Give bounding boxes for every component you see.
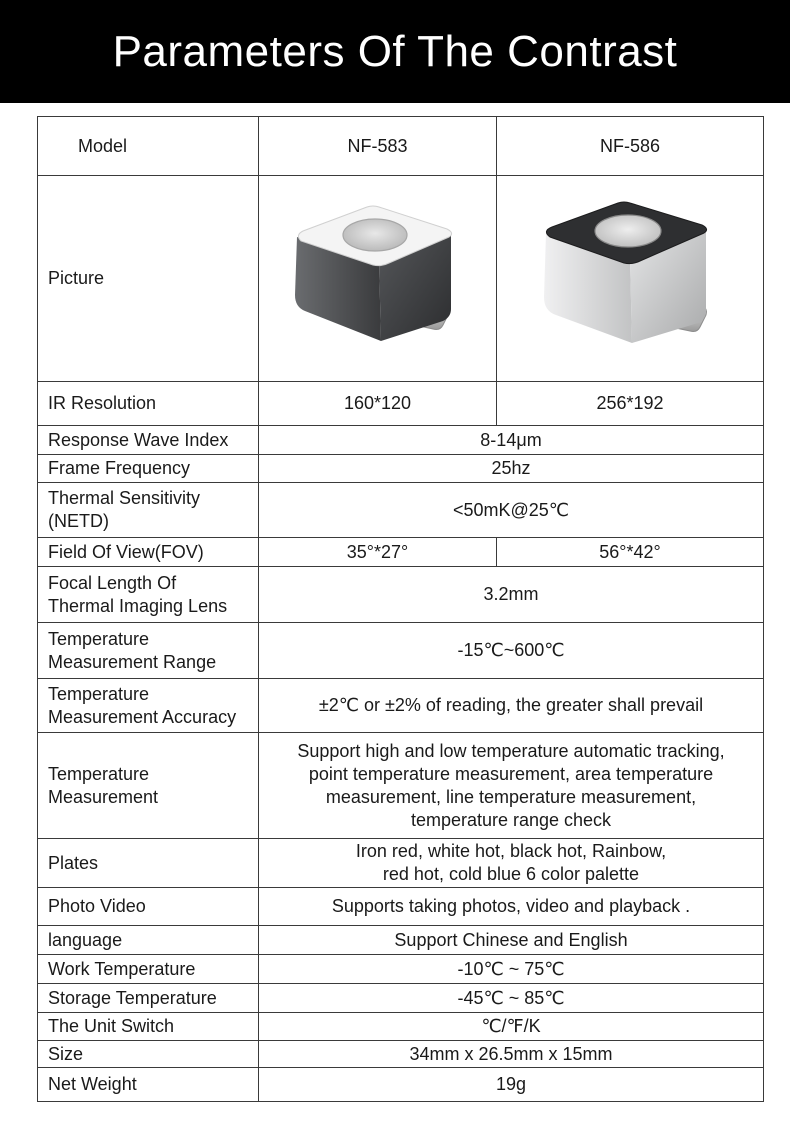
frame-frequency-label: Frame Frequency: [38, 455, 259, 483]
thermal-sensitivity-label-line-2: (NETD): [48, 511, 109, 531]
table-row-response-wave: [38, 426, 764, 455]
table-row-storage-temperature: [38, 984, 764, 1013]
table-row-size: [38, 1041, 764, 1068]
temp-accuracy-label: [38, 679, 259, 733]
table-row-photo-video: [38, 888, 764, 926]
picture-label: Picture: [38, 176, 259, 382]
plates-label: Plates: [38, 839, 259, 888]
size-label: Size: [38, 1041, 259, 1068]
page-title: Parameters Of The Contrast: [112, 26, 678, 76]
model-nf-583: NF-583: [259, 117, 497, 176]
table-row-plates: [38, 839, 764, 888]
work-temperature-value: -10℃ ~ 75℃: [259, 955, 764, 984]
temp-measurement-label-line-1: Temperature: [48, 763, 150, 784]
temp-range-label-line-2: Measurement Range: [48, 651, 217, 672]
focal-length-value: 3.2mm: [259, 567, 764, 623]
plates-value: [259, 839, 764, 888]
page-header: [0, 0, 790, 103]
focal-length-label: [38, 567, 259, 623]
temp-measurement-line-1: Support high and low temperature automatic tracking,: [297, 740, 725, 761]
work-temperature-label: Work Temperature: [38, 955, 259, 984]
picture-nf-583-cell: [259, 176, 497, 382]
table-row-frame-frequency: [38, 455, 764, 483]
net-weight-value: 19g: [259, 1068, 764, 1102]
focal-length-label-line-2: Thermal Imaging Lens: [48, 595, 228, 616]
temp-range-value: -15℃~600℃: [259, 623, 764, 679]
device-nf-586-image: [530, 199, 730, 359]
temp-accuracy-label-line-1: Temperature: [48, 683, 150, 704]
unit-switch-value: ℃/℉/K: [259, 1013, 764, 1041]
thermal-sensitivity-value: <50mK@25℃: [259, 483, 764, 538]
storage-temperature-label: Storage Temperature: [38, 984, 259, 1013]
temp-measurement-line-2: point temperature measurement, area temperature: [308, 763, 714, 784]
fov-nf-583: 35°*27°: [259, 538, 497, 567]
ir-resolution-nf-586: 256*192: [497, 382, 764, 426]
table-row-focal-length: [38, 567, 764, 623]
temp-measurement-label: [38, 733, 259, 839]
table-row-model: [38, 117, 764, 176]
temp-measurement-value: [259, 733, 764, 839]
photo-video-value: Supports taking photos, video and playback .: [259, 888, 764, 926]
unit-switch-label: The Unit Switch: [38, 1013, 259, 1041]
ir-resolution-nf-583: 160*120: [259, 382, 497, 426]
response-wave-value: 8-14μm: [259, 426, 764, 455]
device-nf-583-image: [283, 199, 473, 359]
thermal-sensitivity-label-line-1: Thermal Sensitivity: [48, 488, 201, 508]
table-row-net-weight: [38, 1068, 764, 1102]
response-wave-label: Response Wave Index: [38, 426, 259, 455]
temp-range-label: [38, 623, 259, 679]
storage-temperature-value: -45℃ ~ 85℃: [259, 984, 764, 1013]
table-row-unit-switch: [38, 1013, 764, 1041]
table-row-temp-range: [38, 623, 764, 679]
model-nf-586: NF-586: [497, 117, 764, 176]
model-label: Model: [38, 117, 259, 176]
table-row-language: [38, 926, 764, 955]
focal-length-label-line-1: Focal Length Of: [48, 572, 177, 593]
language-label: language: [38, 926, 259, 955]
plates-line-1: Iron red, white hot, black hot, Rainbow,: [355, 841, 667, 861]
spec-table: [37, 116, 764, 1102]
language-value: Support Chinese and English: [259, 926, 764, 955]
table-row-ir-resolution: [38, 382, 764, 426]
net-weight-label: Net Weight: [38, 1068, 259, 1102]
plates-line-2: red hot, cold blue 6 color palette: [382, 864, 640, 884]
table-row-temp-accuracy: [38, 679, 764, 733]
table-row-temp-measurement: [38, 733, 764, 839]
temp-accuracy-value: ±2℃ or ±2% of reading, the greater shall prevail: [259, 679, 764, 733]
size-value: 34mm x 26.5mm x 15mm: [259, 1041, 764, 1068]
photo-video-label: Photo Video: [38, 888, 259, 926]
temp-range-label-line-1: Temperature: [48, 628, 150, 649]
temp-measurement-label-line-2: Measurement: [48, 786, 159, 807]
picture-nf-586-cell: [497, 176, 764, 382]
fov-label: Field Of View(FOV): [38, 538, 259, 567]
fov-nf-586: 56°*42°: [497, 538, 764, 567]
table-row-thermal-sensitivity: [38, 483, 764, 538]
ir-resolution-label: IR Resolution: [38, 382, 259, 426]
thermal-sensitivity-label: [38, 483, 259, 538]
table-row-work-temperature: [38, 955, 764, 984]
temp-measurement-line-3: measurement, line temperature measurement,: [325, 786, 697, 807]
temp-accuracy-label-line-2: Measurement Accuracy: [48, 706, 237, 727]
temp-measurement-line-4: temperature range check: [410, 809, 612, 830]
table-row-fov: [38, 538, 764, 567]
frame-frequency-value: 25hz: [259, 455, 764, 483]
table-row-picture: [38, 176, 764, 382]
